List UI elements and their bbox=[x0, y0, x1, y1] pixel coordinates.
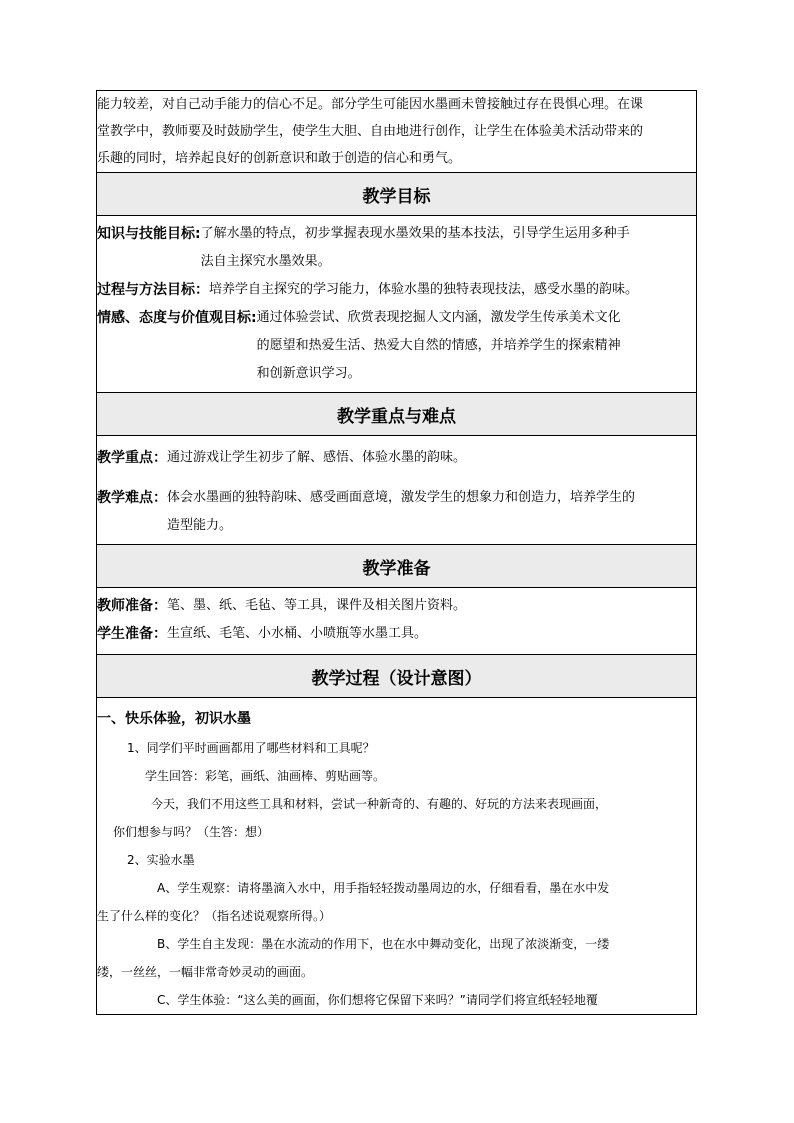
section-heading: 一、快乐体验，初识水墨 bbox=[97, 711, 251, 727]
student-text: 生宣纸、毛笔、小水桶、小喷瓶等水墨工具。 bbox=[167, 626, 428, 641]
emotion-label: 情感、态度与价值观目标 bbox=[97, 310, 251, 326]
knowledge-label: 知识与技能目标 bbox=[97, 226, 195, 242]
process-title: 教学过程（设计意图） bbox=[311, 668, 482, 689]
intro-line: 乐趣的同时，培养起良好的创新意识和敢于创造的信心和勇气。 bbox=[97, 151, 462, 166]
key-points-title: 教学重点与难点 bbox=[337, 406, 456, 427]
difficulty-label: 教学难点 bbox=[97, 490, 153, 506]
process-objective: 过程与方法目标 ： 培养学自主探究的学习能力，体验水墨的独特表现技法，感受水墨的韵味。 bbox=[97, 276, 696, 304]
objectives-title: 教学目标 bbox=[362, 186, 431, 207]
focus-label: 教学重点 bbox=[97, 450, 153, 466]
emotion-objective: 情感、态度与价值观目标 : 通过体验尝试、欣赏表现挖掘人文内涵，激发学生传承美术文化 的愿望和热爱生活、热爱大自然的情感，并培养学生的探索精神 和创新意识学习。 bbox=[97, 304, 696, 388]
process-item: 2、实验水墨 bbox=[127, 853, 195, 867]
process-header bbox=[97, 655, 697, 698]
student-preparation: 学生准备 ： 生宣纸、毛笔、小水桶、小喷瓶等水墨工具。 bbox=[97, 620, 696, 648]
focus-point: 教学重点 ： 通过游戏让学生初步了解、感悟、体验水墨的韵味。 bbox=[97, 444, 696, 472]
preparation-header bbox=[97, 545, 697, 588]
intro-cell bbox=[97, 91, 697, 173]
process-text: 今天，我们不用这些工具和材料，尝试一种新奇的、有趣的、好玩的方法来表现画面， bbox=[151, 797, 608, 811]
knowledge-text: 了解水墨的特点，初步掌握表现水墨效果的基本技法，引导学生运用多种手 bbox=[200, 226, 630, 241]
emotion-text: 和创新意识学习。 bbox=[256, 366, 361, 381]
teacher-preparation: 教师准备 ： 笔、墨、纸、毛毡、等工具，课件及相关图片资料。 bbox=[97, 592, 696, 620]
preparation-cell bbox=[97, 588, 697, 655]
difficulty-text: 体会水墨画的独特韵味、感受画面意境，激发学生的想象力和创造力，培养学生的 bbox=[167, 490, 636, 505]
process-label: 过程与方法目标 bbox=[97, 282, 195, 298]
difficulty-point: 教学难点 ： 体会水墨画的独特韵味、感受画面意境，激发学生的想象力和创造力，培养学生的 造型能力。 bbox=[97, 484, 696, 540]
knowledge-text: 法自主探究水墨效果。 bbox=[200, 254, 331, 269]
key-points-header bbox=[97, 393, 697, 436]
key-points-cell bbox=[97, 436, 697, 545]
lesson-plan-table bbox=[96, 90, 697, 1015]
process-text: 培养学自主探究的学习能力，体验水墨的独特表现技法，感受水墨的韵味。 bbox=[209, 282, 639, 297]
objectives-cell bbox=[97, 216, 697, 393]
focus-text: 通过游戏让学生初步了解、感悟、体验水墨的韵味。 bbox=[167, 450, 467, 465]
objectives-header bbox=[97, 173, 697, 216]
process-text: 生了什么样的变化？（指名述说观察所得。） bbox=[97, 909, 332, 923]
process-text: 你们想参与吗？（生答：想） bbox=[113, 825, 270, 839]
process-text: 学生回答：彩笔，画纸、油画棒、剪贴画等。 bbox=[145, 769, 386, 783]
process-text: A、学生观察：请将墨滴入水中，用手指轻轻拨动墨周边的水，仔细看看，墨在水中发 bbox=[157, 881, 610, 895]
intro-line: 堂教学中，教师要及时鼓励学生，使学生大胆、自由地进行创作，让学生在体验美术活动带来的 bbox=[97, 124, 644, 139]
teacher-label: 教师准备 bbox=[97, 598, 153, 614]
intro-line: 能力较差，对自己动手能力的信心不足。部分学生可能因水墨画未曾接触过存在畏惧心理。在课 bbox=[97, 97, 644, 112]
process-text: B、学生自主发现：墨在水流动的作用下，也在水中舞动变化，出现了浓淡渐变，一缕 bbox=[157, 937, 610, 951]
knowledge-objective: 知识与技能目标 : 了解水墨的特点，初步掌握表现水墨效果的基本技法，引导学生运用多种手 法自主探究水墨效果。 bbox=[97, 220, 696, 276]
process-item: 1、同学们平时画画都用了哪些材料和工具呢？ bbox=[127, 741, 375, 755]
emotion-text: 通过体验尝试、欣赏表现挖掘人文内涵，激发学生传承美术文化 bbox=[256, 310, 621, 325]
difficulty-text: 造型能力。 bbox=[167, 518, 233, 533]
process-text: 缕，一丝丝，一幅非常奇妙灵动的画面。 bbox=[97, 965, 314, 979]
student-label: 学生准备 bbox=[97, 626, 153, 642]
teacher-text: 笔、墨、纸、毛毡、等工具，课件及相关图片资料。 bbox=[167, 598, 467, 613]
process-cell bbox=[97, 698, 697, 1015]
emotion-text: 的愿望和热爱生活、热爱大自然的情感，并培养学生的探索精神 bbox=[256, 338, 621, 353]
process-text: C、学生体验：“这么美的画面，你们想将它保留下来吗？”请同学们将宣纸轻轻地覆 bbox=[157, 993, 598, 1007]
preparation-title: 教学准备 bbox=[362, 558, 431, 579]
